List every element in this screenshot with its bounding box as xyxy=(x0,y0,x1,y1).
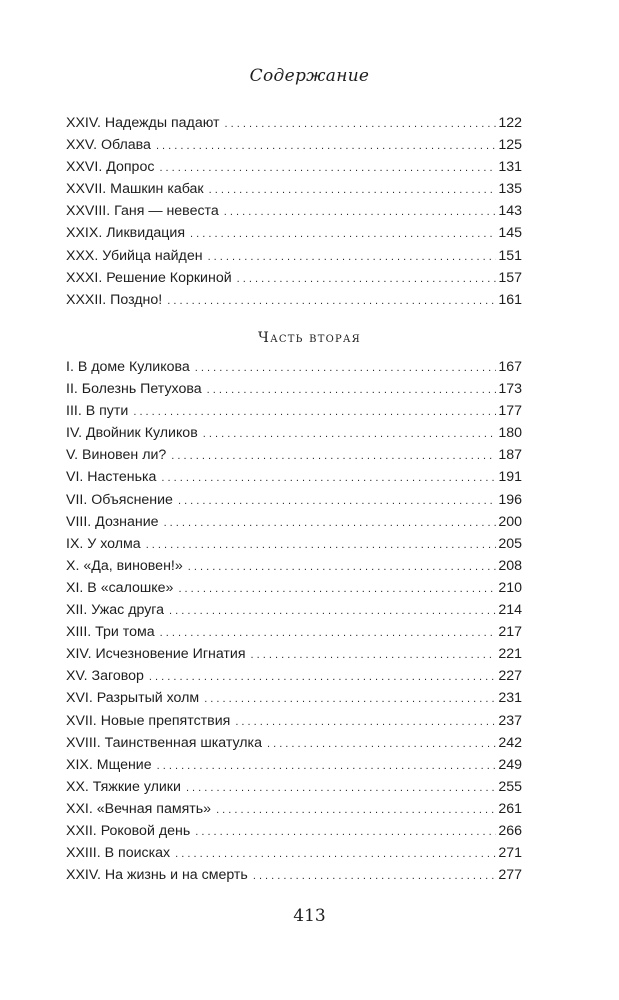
toc-entry-title: III. В пути xyxy=(66,403,129,420)
toc-list-part-two xyxy=(66,356,522,886)
toc-entry-page: 237 xyxy=(498,712,522,729)
toc-entry xyxy=(66,222,522,244)
toc-entry xyxy=(66,665,522,687)
dot-leader xyxy=(157,755,497,776)
toc-entry-page: 205 xyxy=(498,535,522,552)
toc-entry-page: 196 xyxy=(498,491,522,508)
dot-leader xyxy=(188,556,497,577)
dot-leader xyxy=(251,644,497,665)
toc-entry-title: XXI. «Вечная память» xyxy=(66,800,212,817)
toc-entry-title: XXVIII. Ганя — невеста xyxy=(66,203,219,220)
toc-list-part-one xyxy=(66,112,522,311)
toc-entry xyxy=(66,466,522,488)
dot-leader xyxy=(133,401,496,422)
toc-entry xyxy=(66,245,522,267)
toc-entry-title: X. «Да, виновен!» xyxy=(66,557,183,574)
toc-entry-page: 122 xyxy=(498,115,522,131)
dot-leader xyxy=(146,534,497,555)
toc-entry-page: 131 xyxy=(498,159,522,176)
toc-entry-title: XVII. Новые препятствия xyxy=(66,712,231,729)
dot-leader xyxy=(209,179,497,200)
toc-entry xyxy=(66,489,522,511)
dot-leader xyxy=(216,799,496,820)
dot-leader xyxy=(159,157,496,178)
toc-entry-page: 157 xyxy=(498,269,522,286)
dot-leader xyxy=(235,711,496,732)
dot-leader xyxy=(156,135,496,156)
toc-entry-title: XXXII. Поздно! xyxy=(66,291,163,308)
toc-entry-page: 210 xyxy=(498,579,522,596)
toc-entry-title: XV. Заговор xyxy=(66,668,144,685)
toc-entry-title: XXIII. В поисках xyxy=(66,845,171,862)
toc-entry xyxy=(66,134,522,156)
toc-entry-page: 261 xyxy=(498,800,522,817)
toc-entry xyxy=(66,687,522,709)
toc-entry-page: 167 xyxy=(498,359,522,375)
toc-entry-page: 214 xyxy=(498,602,522,619)
toc-entry xyxy=(66,378,522,400)
toc-entry xyxy=(66,356,522,378)
toc-entry-title: XVIII. Таинственная шкатулка xyxy=(66,734,262,751)
dot-leader xyxy=(203,423,497,444)
toc-entry xyxy=(66,533,522,555)
toc-entry-title: II. Болезнь Петухова xyxy=(66,381,202,398)
dot-leader xyxy=(190,223,496,244)
toc-entry-title: IV. Двойник Куликов xyxy=(66,425,198,442)
dot-leader xyxy=(175,843,496,864)
toc-entry-title: XXX. Убийца найден xyxy=(66,247,203,264)
toc-entry-page: 227 xyxy=(498,668,522,685)
toc-entry-page: 191 xyxy=(498,469,522,486)
toc-entry-page: 231 xyxy=(498,690,522,707)
toc-entry-page: 242 xyxy=(498,734,522,751)
toc-entry-page: 161 xyxy=(498,291,522,308)
toc-entry-title: I. В доме Куликова xyxy=(66,359,190,375)
toc-entry xyxy=(66,422,522,444)
toc-entry-title: XXIV. На жизнь и на смерть xyxy=(66,867,248,884)
dot-leader xyxy=(169,600,496,621)
dot-leader xyxy=(164,512,497,533)
toc-entry-page: 145 xyxy=(498,225,522,242)
toc-entry xyxy=(66,289,522,311)
toc-entry xyxy=(66,178,522,200)
dot-leader xyxy=(160,622,497,643)
dot-leader xyxy=(186,777,496,798)
dot-leader xyxy=(253,865,497,886)
toc-entry-title: XIV. Исчезновение Игнатия xyxy=(66,646,246,663)
dot-leader xyxy=(237,268,497,289)
toc-entry-page: 217 xyxy=(498,624,522,641)
toc-entry xyxy=(66,200,522,222)
toc-entry-title: VII. Объяснение xyxy=(66,491,173,508)
toc-entry-title: XXIV. Надежды падают xyxy=(66,115,220,131)
toc-entry-page: 177 xyxy=(498,403,522,420)
toc-entry xyxy=(66,555,522,577)
dot-leader xyxy=(195,821,496,842)
toc-entry-title: VIII. Дознание xyxy=(66,513,159,530)
toc-entry xyxy=(66,754,522,776)
toc-entry xyxy=(66,444,522,466)
dot-leader xyxy=(149,666,496,687)
dot-leader xyxy=(207,379,497,400)
toc-entry xyxy=(66,511,522,533)
dot-leader xyxy=(208,246,497,267)
toc-entry-title: XXIX. Ликвидация xyxy=(66,225,186,242)
toc-entry-page: 143 xyxy=(498,203,522,220)
dot-leader xyxy=(224,201,497,222)
dot-leader xyxy=(167,290,496,311)
toc-entry xyxy=(66,842,522,864)
toc-entry xyxy=(66,156,522,178)
toc-entry-title: XXII. Роковой день xyxy=(66,822,191,839)
dot-leader xyxy=(195,357,497,378)
toc-entry-title: XXVII. Машкин кабак xyxy=(66,181,204,198)
toc-entry xyxy=(66,599,522,621)
toc-entry-page: 277 xyxy=(498,867,522,884)
toc-entry xyxy=(66,643,522,665)
dot-leader xyxy=(178,490,496,511)
toc-entry xyxy=(66,710,522,732)
toc-entry-page: 187 xyxy=(498,447,522,464)
toc-entry xyxy=(66,621,522,643)
toc-entry xyxy=(66,820,522,842)
toc-entry xyxy=(66,112,522,134)
toc-entry-title: VI. Настенька xyxy=(66,469,157,486)
toc-entry-page: 271 xyxy=(498,845,522,862)
dot-leader xyxy=(178,578,496,599)
toc-entry-title: V. Виновен ли? xyxy=(66,447,167,464)
toc-entry xyxy=(66,864,522,886)
toc-entry-page: 255 xyxy=(498,778,522,795)
toc-entry-title: XXXI. Решение Коркиной xyxy=(66,269,232,286)
toc-entry-title: XXV. Облава xyxy=(66,137,151,154)
toc-entry xyxy=(66,400,522,422)
toc-entry-title: XX. Тяжкие улики xyxy=(66,778,181,795)
toc-entry-title: IX. У холма xyxy=(66,535,141,552)
running-header: Содержание xyxy=(249,66,370,86)
toc-entry-page: 180 xyxy=(498,425,522,442)
dot-leader xyxy=(267,733,496,754)
toc-entry xyxy=(66,776,522,798)
dot-leader xyxy=(225,113,497,134)
toc-entry-page: 151 xyxy=(498,247,522,264)
toc-entry xyxy=(66,267,522,289)
toc-entry-title: XXVI. Допрос xyxy=(66,159,155,176)
toc-entry-title: XII. Ужас друга xyxy=(66,602,165,619)
toc-entry xyxy=(66,798,522,820)
dot-leader xyxy=(161,467,496,488)
toc-entry-title: XI. В «салошке» xyxy=(66,579,174,596)
dot-leader xyxy=(204,688,496,709)
toc-entry-title: XIX. Мщение xyxy=(66,756,152,773)
toc-entry-page: 249 xyxy=(498,756,522,773)
dot-leader xyxy=(171,445,496,466)
toc-entry-page: 200 xyxy=(498,513,522,530)
toc-entry-title: XIII. Три тома xyxy=(66,624,155,641)
toc-entry xyxy=(66,732,522,754)
part-two-heading: Часть вторая xyxy=(258,330,361,346)
toc-entry-page: 221 xyxy=(498,646,522,663)
page-number: 413 xyxy=(293,906,326,926)
toc-entry-page: 135 xyxy=(498,181,522,198)
toc-entry-title: XVI. Разрытый холм xyxy=(66,690,200,707)
toc-entry-page: 208 xyxy=(498,557,522,574)
toc-entry xyxy=(66,577,522,599)
toc-entry-page: 266 xyxy=(498,822,522,839)
toc-entry-page: 173 xyxy=(498,381,522,398)
toc-entry-page: 125 xyxy=(498,137,522,154)
